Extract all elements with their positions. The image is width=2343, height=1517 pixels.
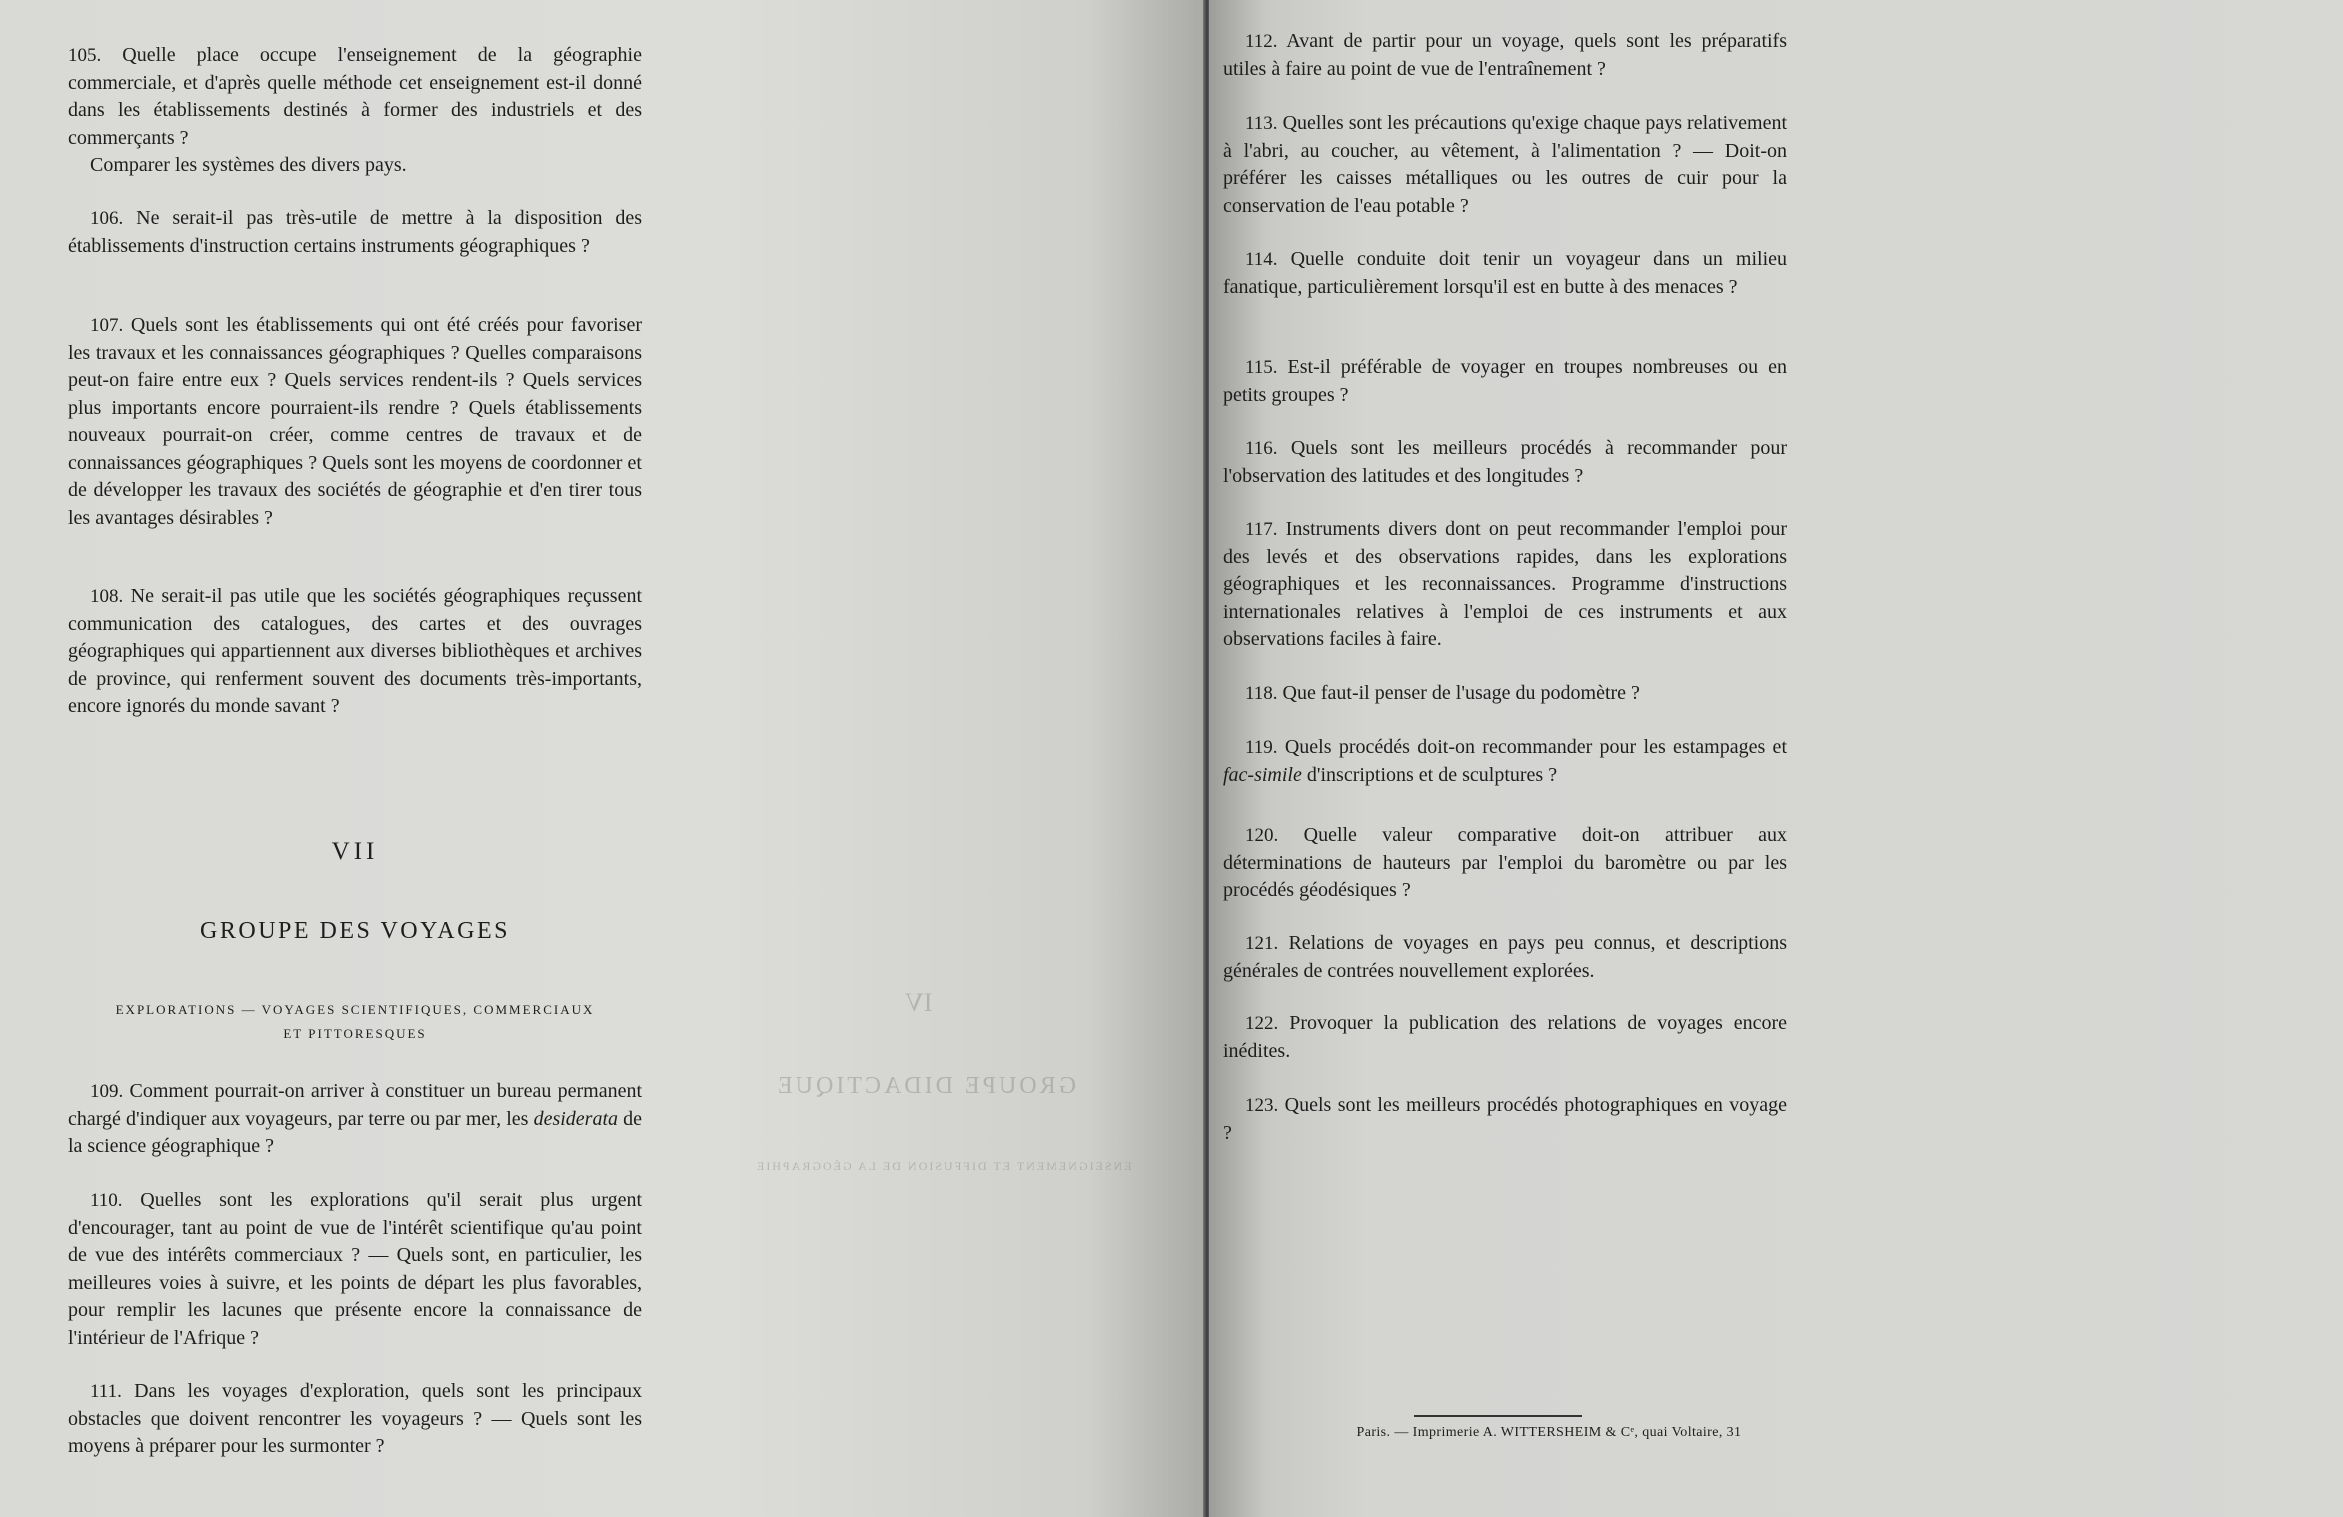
question-number: 108. (90, 586, 124, 607)
question-text: Ne serait-il pas utile que les sociétés géographiques reçussent communication des catalogues, des cartes et des ouvrages géographiques qui appartiennent aux diverses bibliothèques et archives de province, qui renferment souvent des documents très-importants, encore ignorés du monde savant ? (68, 585, 643, 717)
question-120 (1223, 822, 1787, 905)
bleed-through-title: GROUPE DIDACTIQUE (775, 1073, 1076, 1099)
question-text: Provoquer la publication des relations de voyages encore inédites. (1223, 1012, 1788, 1062)
bleed-through-number: IV (905, 988, 933, 1017)
question-119 (1223, 734, 1787, 789)
question-108 (68, 583, 642, 721)
question-number: 107. (90, 315, 124, 336)
question-number: 115. (1245, 357, 1278, 378)
question-123 (1223, 1092, 1787, 1147)
section-title: GROUPE DES VOYAGES (200, 918, 510, 944)
question-text: Quelles sont les explorations qu'il serait plus urgent d'encourager, tant au point de vue de l'intérêt scientifique qu'au point de vue des intérêts commerciaux ? — Quels sont, en particulier, les meilleures voies à suivre, et les points de départ les plus favorables, pour remplir les lacunes que présente encore la connaissance de l'intérieur de l'Afrique ? (68, 1189, 642, 1349)
italic-term: desiderata (533, 1107, 618, 1130)
question-number: 111. (90, 1381, 122, 1402)
question-number: 121. (1245, 933, 1279, 954)
question-111 (68, 1378, 642, 1461)
question-110 (68, 1187, 642, 1352)
question-note: Comparer les systèmes des divers pays. (90, 154, 407, 176)
question-text: Dans les voyages d'exploration, quels sont les principaux obstacles que doivent rencontrer les voyageurs ? — Quels sont les moyens à préparer pour les surmonter ? (68, 1380, 642, 1457)
question-text: Quels sont les établissements qui ont été créés pour favoriser les travaux et les connaissances géographiques ? Quelles comparaisons peut-on faire entre eux ? Quels services rendent-ils ? Quels services plus importants encore pourraient-ils rendre ? Quels établissements nouveaux pourrait-on créer, comme centres de travaux et de connaissances géographiques ? Quels sont les moyens de coordonner et de développer les travaux des sociétés de géographie et d'en tirer tous les avantages désirables ? (68, 314, 643, 529)
question-117 (1223, 516, 1787, 654)
section-subtitle-line2: ET PITTORESQUES (283, 1026, 427, 1041)
question-112 (1223, 28, 1787, 83)
question-number: 113. (1245, 113, 1278, 134)
question-number: 117. (1245, 519, 1278, 540)
question-number: 114. (1245, 249, 1278, 270)
question-text: Quels sont les meilleurs procédés à recommander pour l'observation des latitudes et des longitudes ? (1223, 437, 1787, 487)
question-text: Instruments divers dont on peut recommander l'emploi pour des levés et des observations rapides, dans les explorations géographiques et les reconnaissances. Programme d'instructions internationales relatives à l'emploi de ces instruments et aux observations faciles à faire. (1223, 518, 1788, 650)
question-number: 119. (1245, 737, 1278, 758)
italic-term: fac-simile (1223, 763, 1302, 786)
question-114 (1223, 246, 1787, 301)
question-text: Ne serait-il pas très-utile de mettre à la disposition des établissements d'instruction certains instruments géographiques ? (68, 207, 643, 257)
question-text: Comment pourrait-on arriver à constituer un bureau permanent chargé d'indiquer aux voyageurs, par terre ou par mer, les (68, 1080, 643, 1130)
question-text-end: d'inscriptions et de sculptures ? (1301, 763, 1558, 786)
question-text: Quelle conduite doit tenir un voyageur dans un milieu fanatique, particulièrement lorsqu'il est en butte à des menaces ? (1223, 248, 1788, 298)
question-number: 120. (1245, 825, 1279, 846)
question-105 (68, 42, 642, 180)
question-text: Quelles sont les précautions qu'exige chaque pays relativement à l'abri, au coucher, au vêtement, à l'alimentation ? — Doit-on préférer les caisses métalliques ou les outres de cuir pour la conservation de l'eau potable ? (1223, 112, 1787, 217)
question-text: Quelle valeur comparative doit-on attribuer aux déterminations de hauteurs par l'emploi du baromètre ou par les procédés géodésiques ? (1223, 824, 1788, 901)
question-number: 116. (1245, 438, 1278, 459)
question-number: 112. (1245, 31, 1278, 52)
question-number: 109. (90, 1081, 124, 1102)
section-subtitle-line1: EXPLORATIONS — VOYAGES SCIENTIFIQUES, COMMERCIAUX (115, 1002, 595, 1017)
right-page (1209, 0, 2343, 1517)
question-number: 105. (68, 45, 102, 66)
question-number: 110. (90, 1190, 123, 1211)
section-number: VII (331, 838, 379, 865)
question-text: Quelle place occupe l'enseignement de la géographie commerciale, et d'après quelle méthode cet enseignement est-il donné dans les établissements destinés à former des industriels et des commerçants ? (68, 44, 642, 149)
question-number: 123. (1245, 1095, 1279, 1116)
printer-imprint: Paris. — Imprimerie A. WITTERSHEIM & Cᵉ, quai Voltaire, 31 (1356, 1425, 1742, 1440)
question-121 (1223, 930, 1787, 985)
section-subtitle (68, 998, 642, 1046)
question-number: 122. (1245, 1013, 1279, 1034)
question-text: Quels sont les meilleurs procédés photographiques en voyage ? (1223, 1094, 1788, 1144)
question-number: 118. (1245, 683, 1278, 704)
question-116 (1223, 435, 1787, 490)
bleed-through-subtitle: ENSEIGNEMENT ET DIFFUSION DE LA GÉOGRAPHIE (755, 1159, 1132, 1173)
question-text-end: de la science géographique ? (68, 1107, 642, 1157)
question-115 (1223, 354, 1787, 409)
question-text: Avant de partir pour un voyage, quels sont les préparatifs utiles à faire au point de vue de l'entraînement ? (1223, 30, 1787, 80)
question-106 (68, 205, 642, 260)
question-text: Quels procédés doit-on recommander pour les estampages et (1284, 736, 1787, 758)
question-113 (1223, 110, 1787, 220)
footer-rule (1414, 1415, 1582, 1417)
question-122 (1223, 1010, 1787, 1065)
question-118 (1223, 680, 1787, 708)
question-109 (68, 1078, 642, 1161)
question-text: Est-il préférable de voyager en troupes nombreuses ou en petits groupes ? (1223, 356, 1788, 406)
question-107 (68, 312, 642, 532)
question-text: Relations de voyages en pays peu connus, et descriptions générales de contrées nouvellement explorées. (1223, 932, 1788, 982)
question-number: 106. (90, 208, 124, 229)
question-text: Que faut-il penser de l'usage du podomètre ? (1282, 682, 1640, 704)
